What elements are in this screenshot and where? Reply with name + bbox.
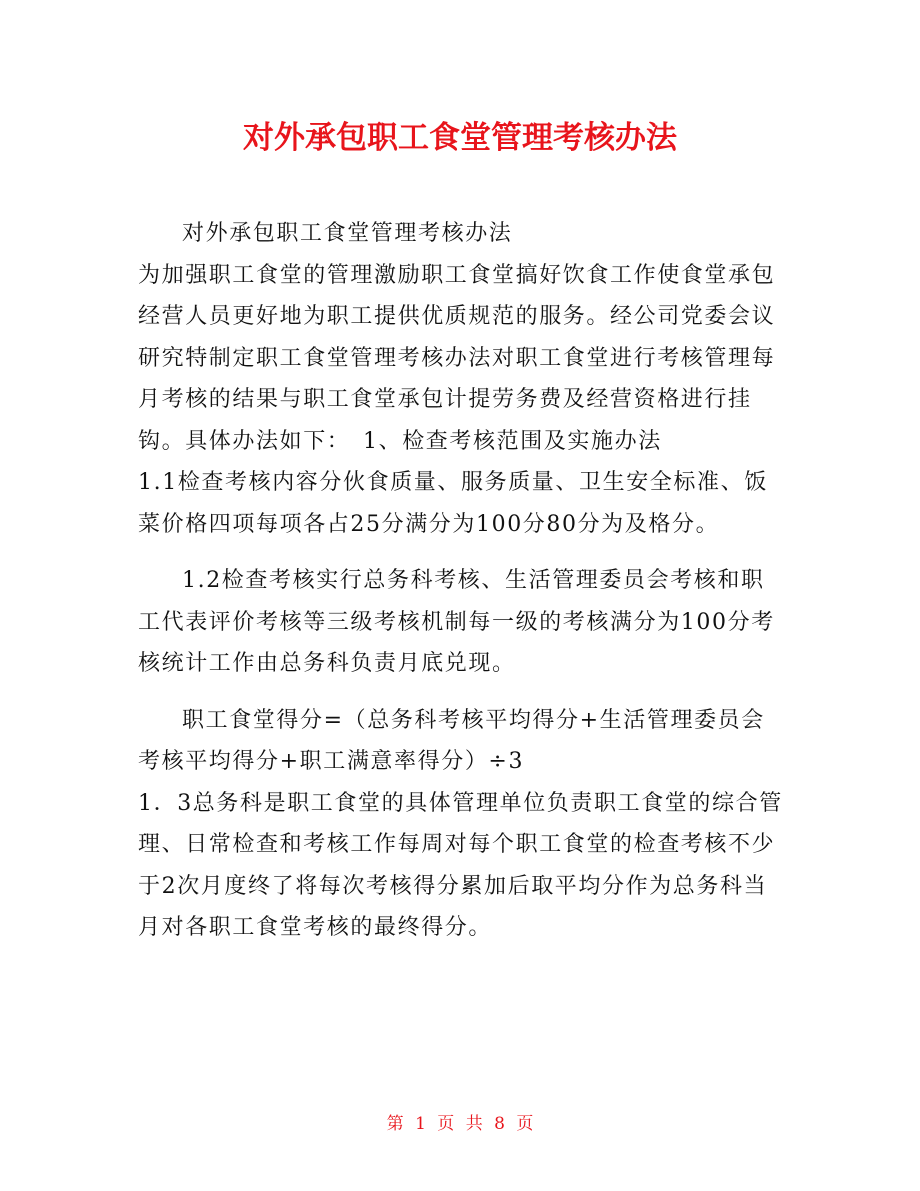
paragraph-heading: 对外承包职工食堂管理考核办法 bbox=[182, 221, 513, 246]
document-title: 对外承包职工食堂管理考核办法 bbox=[243, 120, 677, 156]
paragraph-1-3: 1．3总务科是职工食堂的具体管理单位负责职工食堂的综合管理、日常检查和考核工作每周对每个职工食堂的检查考核不少于2次月度终了将每次考核得分累加后取平均分作为总务科当月对各职工食堂考核的最终得分。 bbox=[138, 790, 783, 940]
paragraph-1-2: 1.2检查考核实行总务科考核、生活管理委员会考核和职工代表评价考核等三级考核机制每一级的考核满分为100分考核统计工作由总务科负责月底兑现。 bbox=[138, 568, 775, 676]
page-footer: 第 1 页 共 8 页 bbox=[386, 1114, 534, 1134]
paragraph-formula: 职工食堂得分=（总务科考核平均得分+生活管理委员会考核平均得分+职工满意率得分）÷3 bbox=[138, 707, 765, 774]
paragraph-intro: 为加强职工食堂的管理激励职工食堂搞好饮食工作使食堂承包经营人员更好地为职工提供优质规范的服务。经公司党委会议研究特制定职工食堂管理考核办法对职工食堂进行考核管理每月考核的结果与职工食堂承包计提劳务费及经营资格进行挂钩。具体办法如下： 1、检查考核范围及实施办法 bbox=[138, 262, 776, 454]
document-body bbox=[138, 213, 788, 949]
paragraph-1-1: 1.1检查考核内容分伙食质量、服务质量、卫生安全标准、饭菜价格四项每项各占25分满分为100分80分为及格分。 bbox=[138, 470, 768, 537]
